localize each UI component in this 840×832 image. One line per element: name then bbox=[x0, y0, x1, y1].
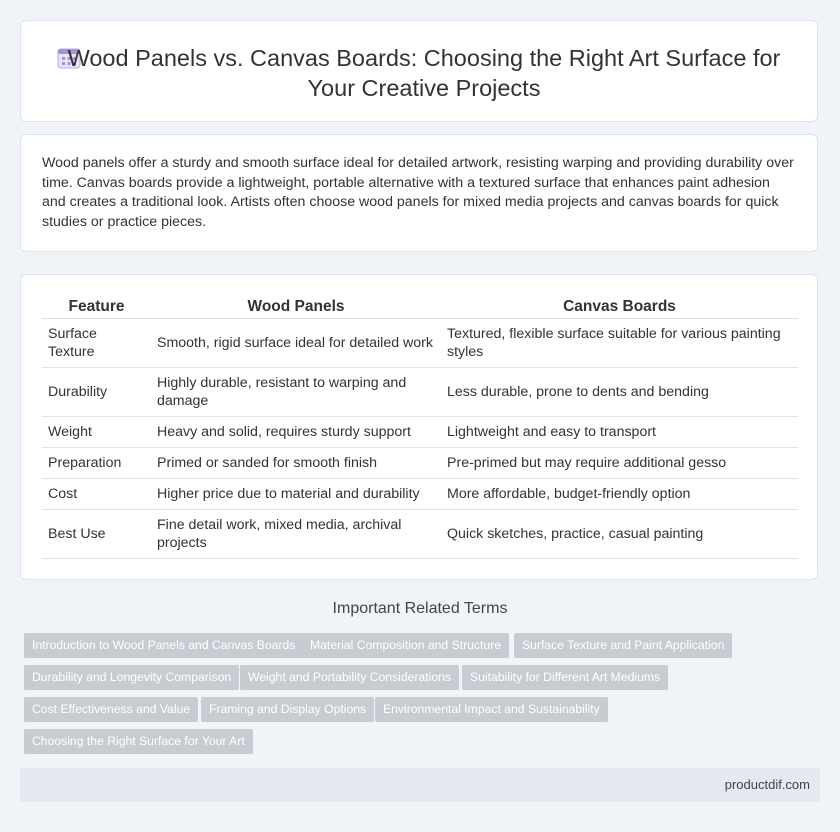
cell-wood: Higher price due to material and durability bbox=[151, 479, 441, 510]
header-wood-panels: Wood Panels bbox=[151, 295, 441, 319]
header-canvas-boards: Canvas Boards bbox=[441, 295, 798, 319]
comparison-card bbox=[20, 274, 818, 580]
page-title: Wood Panels vs. Canvas Boards: Choosing the Right Art Surface for Your Creative Projects bbox=[67, 45, 781, 101]
table-row bbox=[42, 448, 798, 479]
cell-canvas: Textured, flexible surface suitable for various painting styles bbox=[441, 319, 798, 368]
cell-wood: Highly durable, resistant to warping and damage bbox=[151, 368, 441, 417]
related-term-tag[interactable]: Cost Effectiveness and Value bbox=[24, 697, 198, 722]
related-term-tag[interactable]: Introduction to Wood Panels and Canvas Boards bbox=[24, 633, 303, 658]
related-term-tag[interactable]: Suitability for Different Art Mediums bbox=[462, 665, 668, 690]
related-term-tag[interactable]: Environmental Impact and Sustainability bbox=[375, 697, 608, 722]
table-row bbox=[42, 510, 798, 559]
table-header-row bbox=[42, 295, 798, 319]
cell-canvas: Less durable, prone to dents and bending bbox=[441, 368, 798, 417]
intro-card bbox=[20, 134, 818, 252]
cell-wood: Smooth, rigid surface ideal for detailed work bbox=[151, 319, 441, 368]
cell-wood: Primed or sanded for smooth finish bbox=[151, 448, 441, 479]
cell-feature: Durability bbox=[42, 368, 151, 417]
cell-feature: Surface Texture bbox=[42, 319, 151, 368]
intro-text: Wood panels offer a sturdy and smooth surface ideal for detailed artwork, resisting warping and providing durability over time. Canvas boards provide a lightweight, portable alternative with a textured surface that enhances paint adhesion and creates a traditional look. Artists often choose wood panels for mixed media projects and canvas boards for quick studies or practice pieces. bbox=[42, 155, 794, 230]
cell-feature: Best Use bbox=[42, 510, 151, 559]
cell-wood: Fine detail work, mixed media, archival projects bbox=[151, 510, 441, 559]
related-term-tag[interactable]: Weight and Portability Considerations bbox=[240, 665, 459, 690]
title-card bbox=[20, 20, 818, 122]
cell-canvas: Quick sketches, practice, casual painting bbox=[441, 510, 798, 559]
related-term-tag[interactable]: Framing and Display Options bbox=[201, 697, 374, 722]
cell-feature: Preparation bbox=[42, 448, 151, 479]
cell-canvas: More affordable, budget-friendly option bbox=[441, 479, 798, 510]
table-row bbox=[42, 417, 798, 448]
table-row bbox=[42, 479, 798, 510]
comparison-table bbox=[42, 295, 798, 559]
table-row bbox=[42, 368, 798, 417]
footer-site[interactable]: productdif.com bbox=[724, 777, 810, 792]
related-term-tag[interactable]: Material Composition and Structure bbox=[302, 633, 509, 658]
cell-canvas: Pre-primed but may require additional gesso bbox=[441, 448, 798, 479]
header-feature: Feature bbox=[42, 295, 151, 319]
cell-wood: Heavy and solid, requires sturdy support bbox=[151, 417, 441, 448]
related-term-tag[interactable]: Durability and Longevity Comparison bbox=[24, 665, 239, 690]
related-term-tag[interactable]: Surface Texture and Paint Application bbox=[514, 633, 732, 658]
footer bbox=[20, 768, 820, 802]
related-term-tag[interactable]: Choosing the Right Surface for Your Art bbox=[24, 729, 253, 754]
cell-canvas: Lightweight and easy to transport bbox=[441, 417, 798, 448]
cell-feature: Cost bbox=[42, 479, 151, 510]
table-row bbox=[42, 319, 798, 368]
related-terms-title: Important Related Terms bbox=[332, 600, 508, 617]
cell-feature: Weight bbox=[42, 417, 151, 448]
